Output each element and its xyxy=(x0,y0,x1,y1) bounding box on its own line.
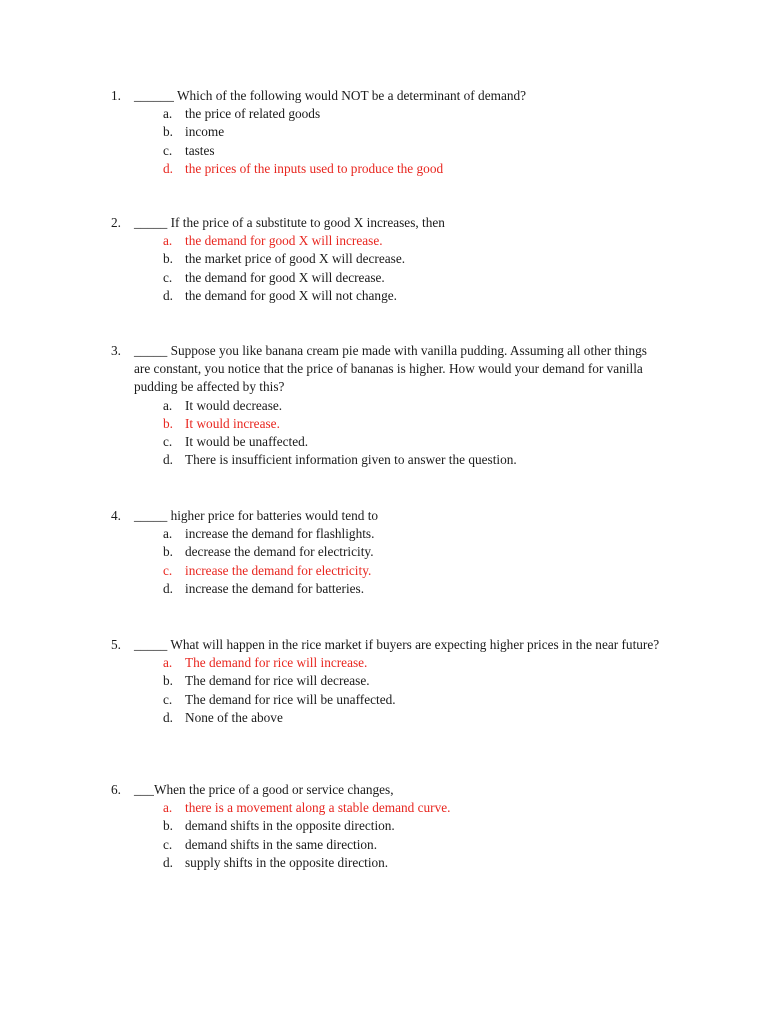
option-text: It would decrease. xyxy=(185,397,283,413)
question-6 xyxy=(0,781,768,872)
option-d xyxy=(0,709,768,727)
question-1 xyxy=(0,87,768,178)
option-d xyxy=(0,287,768,305)
option-letter: b. xyxy=(163,544,173,560)
question-number: 3. xyxy=(111,343,121,358)
option-text: the demand for good X will increase. xyxy=(185,233,383,249)
question-number: 4. xyxy=(111,508,121,523)
option-text: There is insufficient information given to answer the question. xyxy=(185,452,517,468)
option-letter: d. xyxy=(163,854,173,870)
question-text: _____ If the price of a substitute to good X increases, then xyxy=(134,215,445,230)
option-text: the demand for good X will decrease. xyxy=(185,269,385,285)
question-text: _____ Suppose you like banana cream pie made with vanilla pudding. Assuming all other things are constant, you notice that the price of bananas is higher. How would your demand for vanilla pudding be affected by this? xyxy=(134,343,647,395)
option-b xyxy=(0,250,768,268)
option-b xyxy=(0,415,768,433)
option-text: It would be unaffected. xyxy=(185,433,309,449)
option-text: the market price of good X will decrease. xyxy=(185,251,406,267)
question-text: ___When the price of a good or service changes, xyxy=(134,782,394,797)
question-stem xyxy=(0,342,768,397)
option-a xyxy=(0,232,768,250)
option-letter: c. xyxy=(163,433,173,449)
question-2 xyxy=(0,214,768,305)
answer-options xyxy=(0,525,768,598)
option-b xyxy=(0,672,768,690)
question-number: 6. xyxy=(111,782,121,797)
question-stem xyxy=(0,507,768,525)
option-letter: b. xyxy=(163,673,173,689)
option-a xyxy=(0,654,768,672)
option-letter: d. xyxy=(163,709,173,725)
option-text: decrease the demand for electricity. xyxy=(185,544,374,560)
question-stem xyxy=(0,214,768,232)
option-a xyxy=(0,105,768,123)
option-letter: a. xyxy=(163,526,173,542)
question-text: _____ What will happen in the rice market if buyers are expecting higher prices in the near future? xyxy=(134,637,660,652)
option-text: increase the demand for batteries. xyxy=(185,580,365,596)
option-letter: d. xyxy=(163,580,173,596)
answer-options xyxy=(0,232,768,305)
option-text: the price of related goods xyxy=(185,106,321,122)
option-d xyxy=(0,854,768,872)
option-letter: c. xyxy=(163,836,173,852)
option-c xyxy=(0,433,768,451)
option-text: None of the above xyxy=(185,709,283,725)
question-number: 1. xyxy=(111,88,121,103)
option-text: demand shifts in the opposite direction. xyxy=(185,818,395,834)
answer-options xyxy=(0,105,768,178)
option-letter: a. xyxy=(163,397,173,413)
option-text: the demand for good X will not change. xyxy=(185,287,397,303)
question-stem xyxy=(0,636,768,654)
option-text: increase the demand for electricity. xyxy=(185,562,372,578)
option-letter: a. xyxy=(163,655,173,671)
option-letter: a. xyxy=(163,800,173,816)
option-letter: d. xyxy=(163,452,173,468)
option-c xyxy=(0,269,768,287)
option-letter: a. xyxy=(163,233,173,249)
option-text: there is a movement along a stable demand curve. xyxy=(185,800,451,816)
option-letter: c. xyxy=(163,269,173,285)
option-text: income xyxy=(185,124,225,140)
option-c xyxy=(0,836,768,854)
option-text: The demand for rice will increase. xyxy=(185,655,368,671)
answer-options xyxy=(0,397,768,470)
option-a xyxy=(0,799,768,817)
option-text: The demand for rice will decrease. xyxy=(185,673,370,689)
option-c xyxy=(0,562,768,580)
answer-options xyxy=(0,799,768,872)
question-5 xyxy=(0,636,768,727)
option-b xyxy=(0,123,768,141)
option-letter: b. xyxy=(163,415,173,431)
answer-options xyxy=(0,654,768,727)
option-text: supply shifts in the opposite direction. xyxy=(185,854,389,870)
option-b xyxy=(0,817,768,835)
option-letter: b. xyxy=(163,124,173,140)
option-letter: b. xyxy=(163,251,173,267)
option-letter: d. xyxy=(163,160,173,176)
option-text: It would increase. xyxy=(185,415,280,431)
question-number: 2. xyxy=(111,215,121,230)
option-d xyxy=(0,160,768,178)
option-a xyxy=(0,397,768,415)
question-4 xyxy=(0,507,768,598)
option-letter: d. xyxy=(163,287,173,303)
question-3 xyxy=(0,342,768,469)
option-d xyxy=(0,580,768,598)
option-c xyxy=(0,691,768,709)
option-letter: c. xyxy=(163,142,173,158)
option-text: The demand for rice will be unaffected. xyxy=(185,691,396,707)
option-letter: a. xyxy=(163,106,173,122)
option-b xyxy=(0,543,768,561)
option-text: tastes xyxy=(185,142,215,158)
option-letter: c. xyxy=(163,562,173,578)
option-d xyxy=(0,451,768,469)
question-number: 5. xyxy=(111,637,121,652)
option-letter: b. xyxy=(163,818,173,834)
option-text: demand shifts in the same direction. xyxy=(185,836,378,852)
question-stem xyxy=(0,781,768,799)
option-c xyxy=(0,142,768,160)
option-letter: c. xyxy=(163,691,173,707)
question-text: ______ Which of the following would NOT be a determinant of demand? xyxy=(134,88,527,103)
question-text: _____ higher price for batteries would tend to xyxy=(134,508,379,523)
question-stem xyxy=(0,87,768,105)
option-text: increase the demand for flashlights. xyxy=(185,526,375,542)
option-a xyxy=(0,525,768,543)
option-text: the prices of the inputs used to produce the good xyxy=(185,160,444,176)
